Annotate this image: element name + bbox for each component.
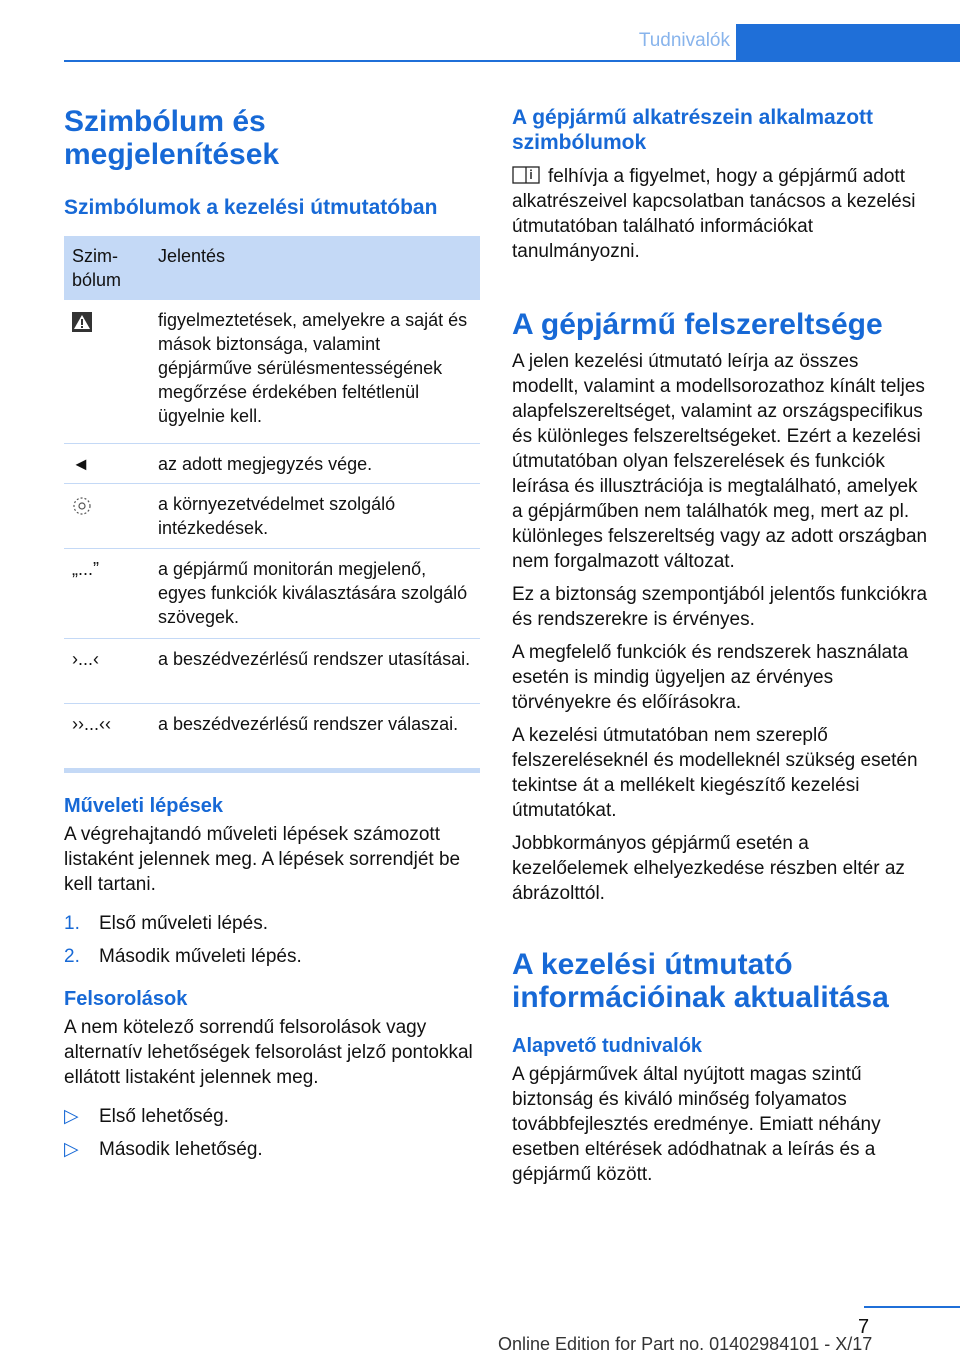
table-bottom-rule (64, 768, 480, 773)
meaning-cell: a beszédvezérlésű rendszer válaszai. (158, 714, 459, 734)
table-row (64, 444, 480, 484)
symbol-cell (64, 300, 158, 443)
header-accent-block (736, 24, 960, 62)
header-meaning: Jelentés (158, 246, 226, 266)
table-row (64, 549, 480, 639)
actuality-heading: A kezelési útmutató információinak aktualitása (512, 948, 889, 1014)
table-header (64, 236, 480, 300)
table-row (64, 639, 480, 704)
steps-section (64, 794, 480, 1170)
table-subtitle: Szimbólumok a kezelési útmutatóban (64, 196, 438, 219)
parts-text-body: felhívja a figyelmet, hogy a gépjármű adott alkatrészeivel kapcsolatban tanácsos a kezelési útmutatóban található információkat tanulmányozni. (512, 166, 916, 262)
parts-text (512, 164, 928, 264)
symbol-cell (64, 484, 158, 548)
left-column (64, 100, 480, 221)
bullet-label: Első lehetőség. (99, 1106, 229, 1127)
lists-heading: Felsorolások (64, 988, 188, 1010)
footer-rule (864, 1306, 960, 1308)
meaning-cell: az adott megjegyzés vége. (158, 454, 373, 474)
actuality-text: A gépjárművek által nyújtott magas szintű biztonság és kiváló minőség folyamatos továbbfejlesztés eredménye. Emiatt néhány esetben eltérések adódhatnak a leírás és a gépjármű között. (512, 1064, 881, 1185)
list-item (64, 1104, 480, 1129)
symbol-cell: ›...‹ (72, 649, 99, 669)
bullet-marker-icon: ▷ (64, 1139, 79, 1160)
equipment-para: A megfelelő funkciók és rendszerek használata esetén is mindig ügyeljen az érvényes törvényekre és előírásokra. (512, 642, 909, 713)
table-row (64, 300, 480, 444)
header-symbol-line1: Szim- (72, 246, 118, 266)
meaning-cell: a környezetvédelmet szolgáló intézkedések. (158, 494, 396, 538)
page-number: 7 (858, 1316, 870, 1338)
section-title-line2: megjelenítések (64, 138, 280, 171)
equipment-para: A kezelési útmutatóban nem szereplő felszereléseknél és modelleknél szükség esetén tekintse át a mellékelt kiegészítő kezelési útmutatókat. (512, 725, 918, 821)
step-label: Második műveleti lépés. (99, 946, 302, 967)
equipment-para: Jobbkormányos gépjármű esetén a kezelőelemek elhelyezkedése részben eltér az ábrázolttól. (512, 833, 905, 904)
book-icon (512, 166, 540, 184)
footer-edition: Online Edition for Part no. 01402984101 - X/17 (498, 1334, 873, 1354)
step-label: Első műveleti lépés. (99, 913, 268, 934)
meaning-cell: a beszédvezérlésű rendszer utasításai. (158, 649, 471, 669)
right-column (512, 100, 928, 1187)
bullet-list (64, 1104, 480, 1162)
step-number: 1. (64, 913, 80, 934)
header-rule (64, 60, 960, 62)
equipment-para: A jelen kezelési útmutató leírja az összes modellt, valamint a modellsorozathoz kínált teljes alapfelszereltséget, valamint az országspecifikus és különleges felszereltségeket. Ezért a kezelési útmutatóban olyan felszerelések és funkciók leírása és illusztrációja is megtalálható, amelyek a gépjárműben nem találhatók meg, mert az pl. különleges felszereltség vagy az adott országban nem forgalmazott változat. (512, 351, 928, 572)
meaning-cell: a gépjármű monitorán megjelenő, egyes funkciók kiválasztására szolgáló szövegek. (158, 559, 468, 627)
symbol-table (64, 236, 480, 773)
steps-heading: Műveleti lépések (64, 795, 223, 817)
step-number: 2. (64, 946, 80, 967)
environment-icon (72, 496, 92, 516)
parts-heading: A gépjármű alkatrészein alkalmazott szimbólumok (512, 106, 874, 154)
table-row (64, 704, 480, 768)
warning-triangle-icon (72, 312, 92, 332)
list-item (64, 911, 480, 936)
list-item (64, 944, 480, 969)
actuality-subheading: Alapvető tudnivalók (512, 1035, 703, 1057)
equipment-heading: A gépjármű felszereltsége (512, 308, 883, 341)
bullet-marker-icon: ▷ (64, 1106, 79, 1127)
symbol-cell: ◄ (72, 454, 90, 474)
table-row (64, 484, 480, 549)
list-item (64, 1137, 480, 1162)
section-title (64, 105, 480, 171)
header-symbol-line2: bólum (72, 270, 122, 290)
equipment-para: Ez a biztonság szempontjából jelentős funkciókra és rendszerekre is érvényes. (512, 584, 928, 630)
steps-list (64, 911, 480, 969)
symbol-cell: „...” (72, 559, 99, 579)
section-title-line1: Szimbólum és (64, 105, 266, 138)
lists-text: A nem kötelező sorrendű felsorolások vagy alternatív lehetőségek felsorolást jelző pontokkal ellátott listaként jelennek meg. (64, 1017, 473, 1088)
header-title: Tudnivalók (638, 30, 730, 51)
header-symbol (64, 236, 158, 300)
meaning-cell: figyelmeztetések, amelyekre a saját és mások biztonsága, valamint gépjárműve sérülésmentességének megőrzése érdekében feltétlenül ügyelnie kell. (158, 310, 468, 426)
bullet-label: Második lehetőség. (99, 1139, 263, 1160)
symbol-cell: ››...‹‹ (72, 714, 111, 734)
steps-text: A végrehajtandó műveleti lépések számozott listaként jelennek meg. A lépések sorrendjét be kell tartani. (64, 824, 461, 895)
